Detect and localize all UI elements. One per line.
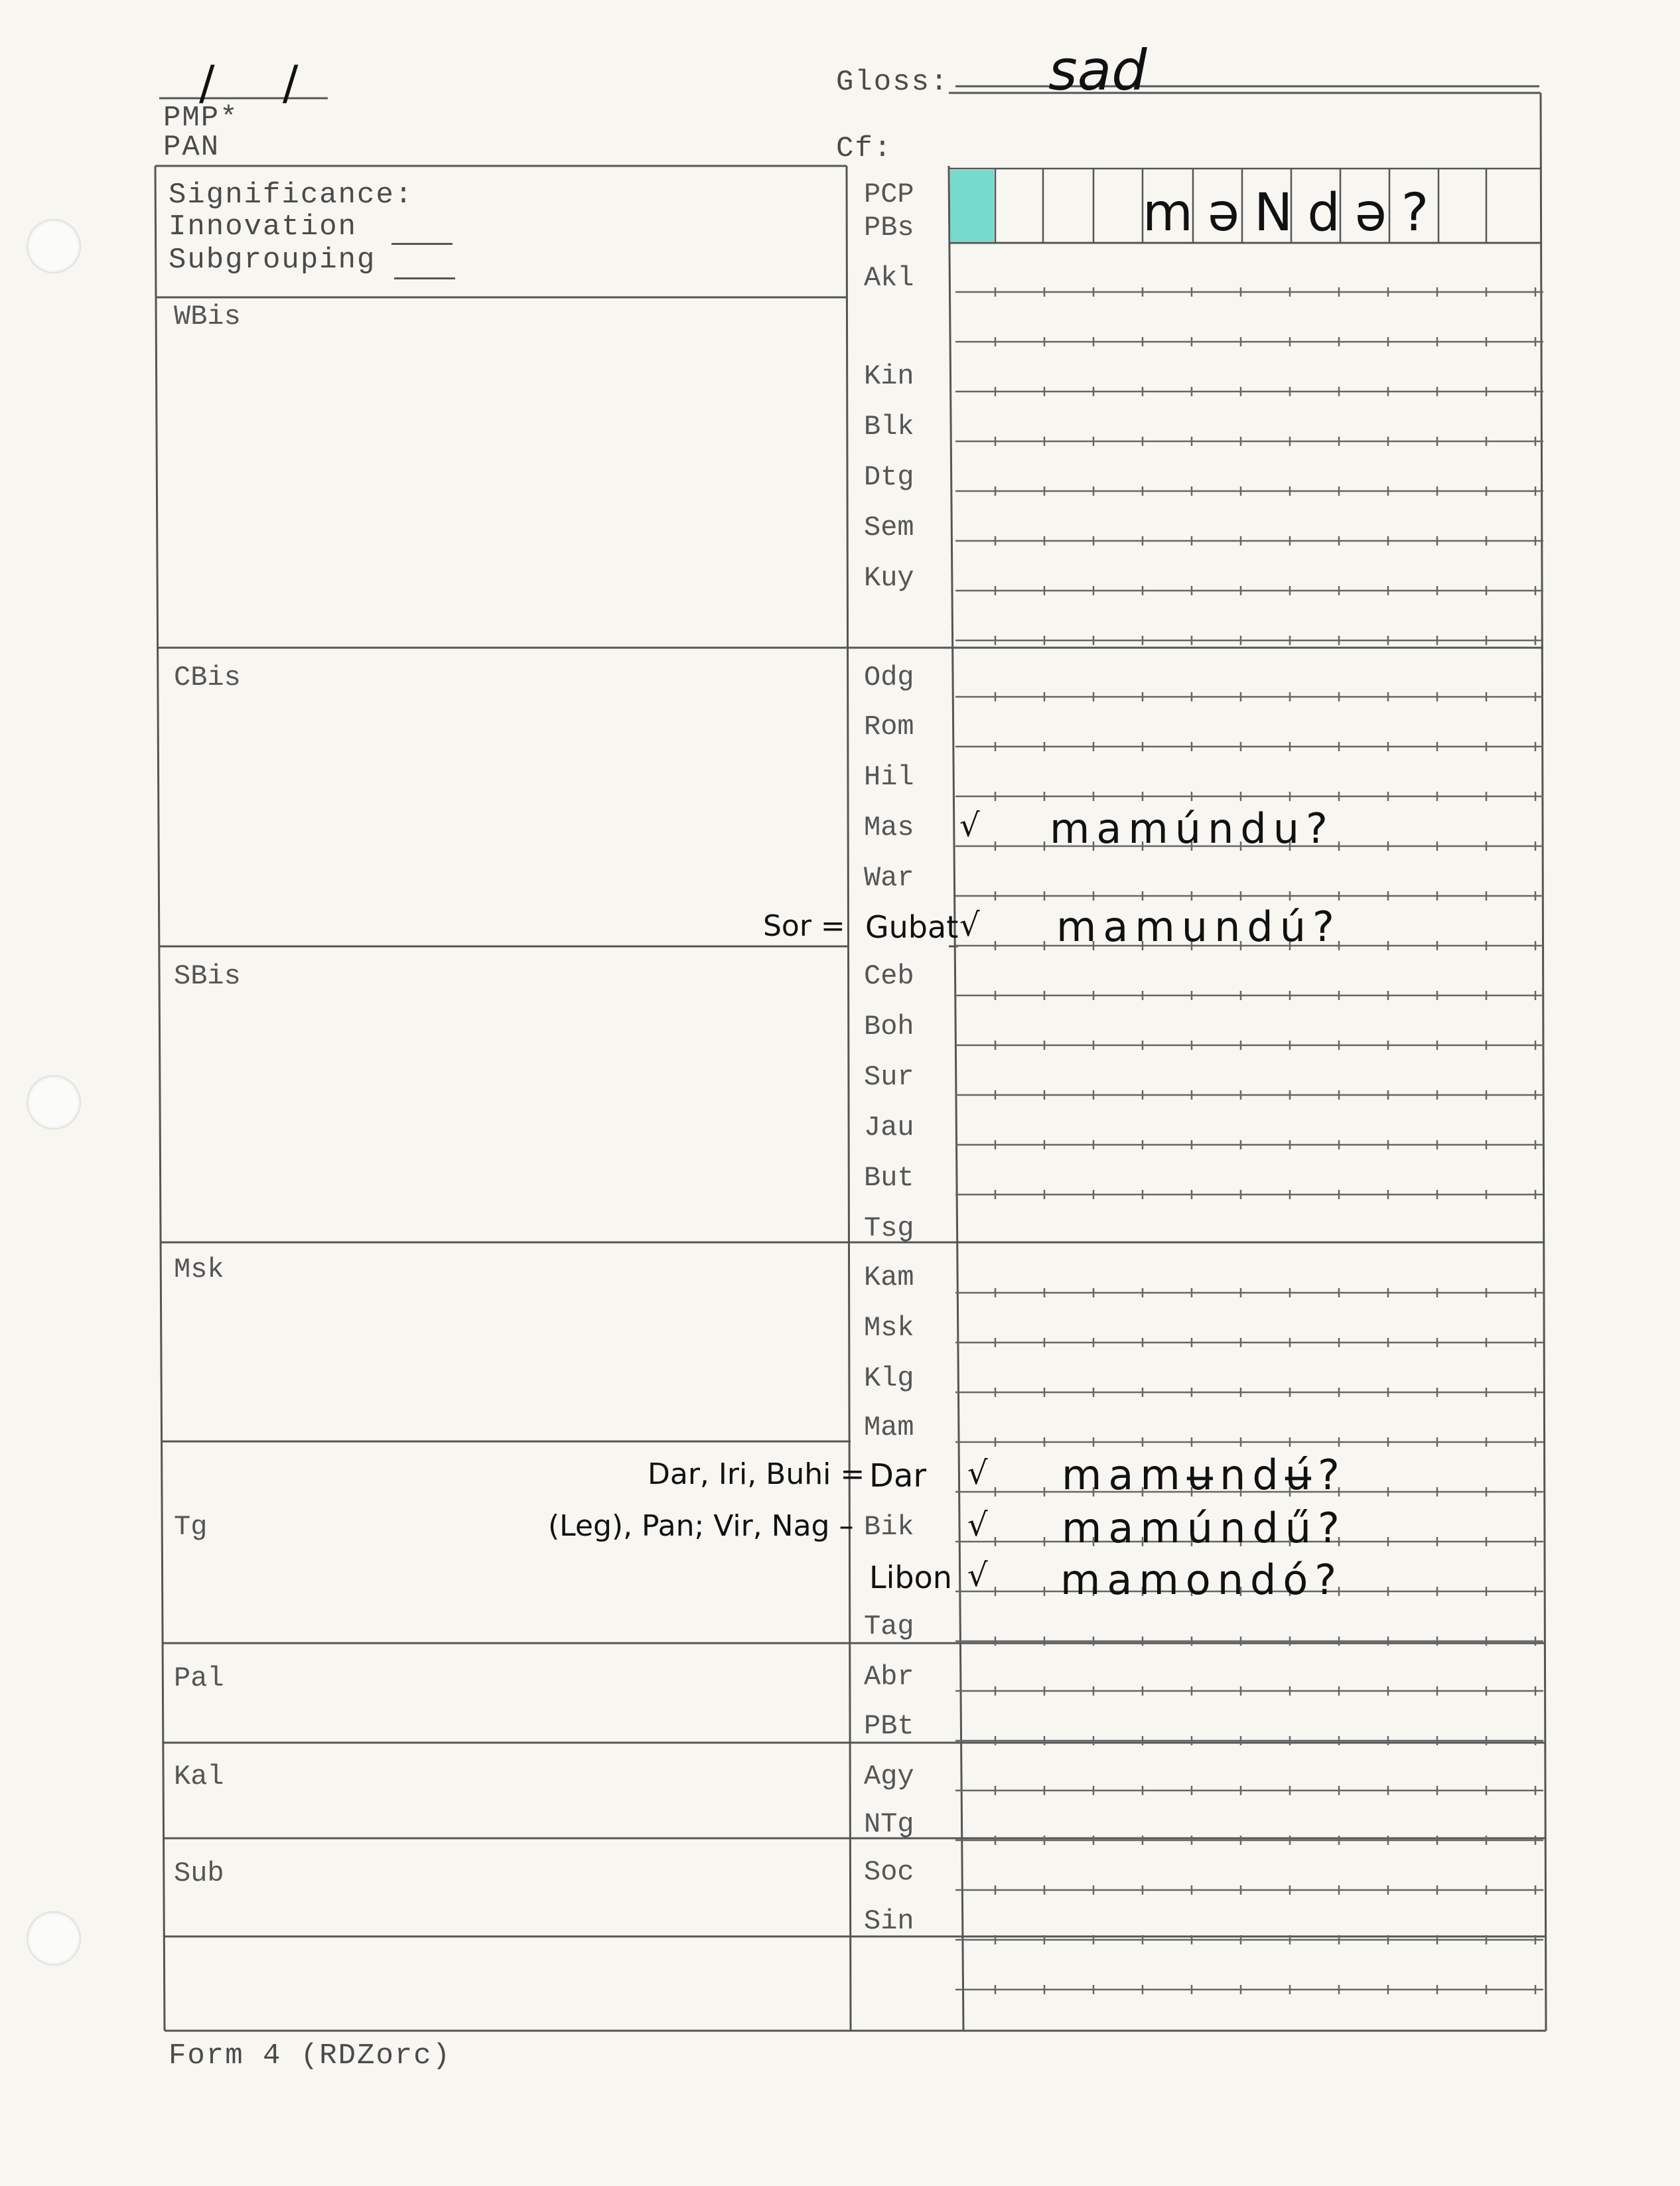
innovation-blank (391, 243, 453, 245)
subgrouping-blank (394, 277, 455, 279)
note-dar-group: Dar, Iri, Buhi = (648, 1457, 865, 1491)
lang-jau: Jau (864, 1112, 914, 1143)
check-dar: √ (967, 1455, 988, 1492)
lang-gubat: Gubat (865, 909, 959, 945)
lang-dar: Dar (869, 1457, 927, 1494)
lang-kam: Kam (864, 1262, 914, 1293)
lang-tag: Tag (864, 1611, 914, 1642)
lang-ntg: NTg (864, 1808, 914, 1840)
gloss-label: Gloss: (836, 66, 949, 99)
innovation-label: Innovation (169, 210, 358, 244)
lang-boh: Boh (864, 1011, 914, 1043)
section-pal: Pal (174, 1662, 224, 1694)
lang-pbs: PBs (864, 212, 914, 244)
lang-mas: Mas (864, 812, 914, 843)
lang-sem: Sem (864, 512, 914, 544)
lang-kuy: Kuy (864, 562, 914, 594)
lang-odg: Odg (864, 662, 914, 693)
form-libon: mamondó? (1060, 1556, 1344, 1604)
pmp-label: PMP* (163, 102, 239, 135)
section-kal: Kal (174, 1761, 224, 1792)
form-gubat: mamundú? (1056, 903, 1341, 951)
lang-hil: Hil (864, 761, 914, 793)
lang-dtg: Dtg (864, 461, 914, 493)
lang-mam: Mam (864, 1412, 914, 1443)
form-bik: mamúndű? (1062, 1504, 1346, 1552)
section-msk: Msk (174, 1254, 224, 1285)
gloss-value: sad (1048, 38, 1147, 103)
note-bik-group: (Leg), Pan; Vir, Nag – (548, 1509, 854, 1543)
check-libon: √ (967, 1557, 988, 1594)
form-proto: məNdə? (1143, 183, 1444, 243)
lang-sin: Sin (864, 1905, 914, 1937)
lang-but: But (864, 1162, 914, 1194)
lang-ceb: Ceb (864, 960, 914, 992)
lang-agy: Agy (864, 1761, 914, 1792)
section-wbis: WBis (174, 301, 241, 332)
section-sub: Sub (174, 1858, 224, 1889)
date-mark: / / (199, 56, 325, 110)
subgrouping-label: Subgrouping (169, 244, 376, 277)
note-sor: Sor = (763, 909, 845, 943)
lang-rom: Rom (864, 711, 914, 743)
lang-pcp: PCP (864, 179, 914, 210)
lang-kin: Kin (864, 360, 914, 392)
cf-label: Cf: (836, 132, 893, 165)
form-mas: mamúndu? (1050, 804, 1334, 853)
lang-msk: Msk (864, 1312, 914, 1344)
lang-bik: Bik (864, 1511, 914, 1543)
lang-blk: Blk (864, 411, 914, 443)
lang-libon: Libon (869, 1560, 952, 1595)
check-mas: √ (959, 807, 980, 844)
lang-sur: Sur (864, 1061, 914, 1093)
lang-abr: Abr (864, 1661, 914, 1693)
lang-soc: Soc (864, 1856, 914, 1888)
footer-form-label: Form 4 (RDZorc) (169, 2039, 452, 2073)
pan-label: PAN (163, 131, 220, 164)
section-sbis: SBis (174, 960, 241, 992)
lang-akl: Akl (864, 262, 914, 294)
section-cbis: CBis (174, 662, 241, 693)
lang-tsg: Tsg (864, 1212, 914, 1244)
check-bik: √ (967, 1506, 988, 1544)
check-gubat: √ (959, 907, 980, 944)
form-dar: mamʉndʉ́? (1062, 1451, 1346, 1499)
significance-title: Significance: (169, 179, 414, 212)
lang-war: War (864, 862, 914, 894)
lang-klg: Klg (864, 1362, 914, 1394)
lang-pbt: PBt (864, 1710, 914, 1742)
section-tg: Tg (174, 1511, 208, 1543)
